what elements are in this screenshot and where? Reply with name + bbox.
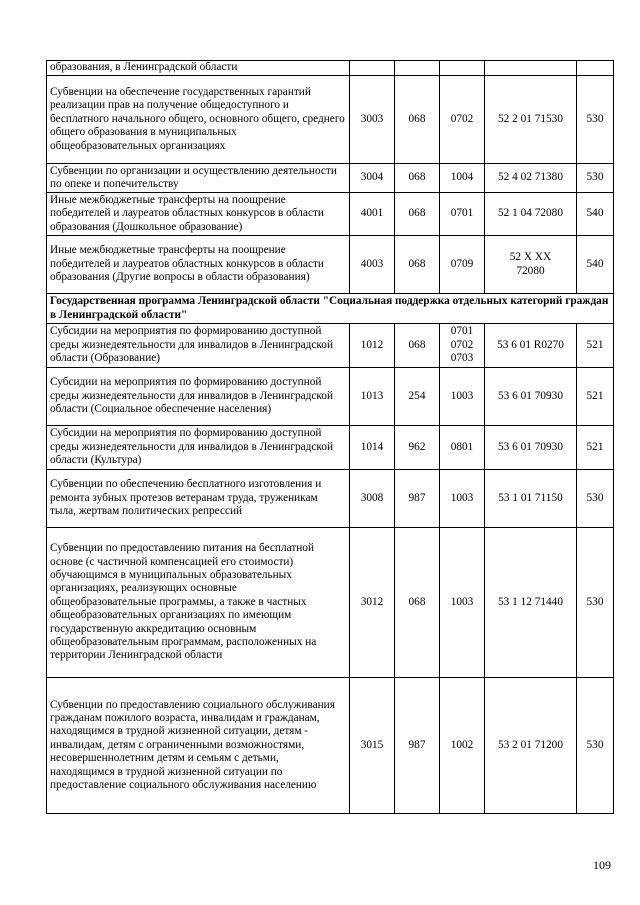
table-row xyxy=(47,678,614,814)
expense-type-cell: 540 xyxy=(577,193,614,236)
expense-type-cell: 530 xyxy=(577,528,614,678)
table-row xyxy=(47,470,614,528)
table-row xyxy=(47,426,614,470)
table-row xyxy=(47,193,614,236)
code-cell: 4003 xyxy=(350,236,395,294)
section-code-cell: 0701 0702 0703 xyxy=(440,324,485,368)
row-description: Субвенции на обеспечение государственных гарантий реализации прав на получение общедоступного и бесплатного начального общего, основного общего, среднего общего образования в муниципальных общеобразовательных организациях xyxy=(47,76,350,164)
table-row xyxy=(47,61,614,76)
section-code-cell: 0701 xyxy=(440,193,485,236)
expense-type-cell: 530 xyxy=(577,76,614,164)
row-description: Субсидии на мероприятия по формированию доступной среды жизнедеятельности для инвалидов в Ленинградской области (Культура) xyxy=(47,426,350,470)
ministry-code-cell xyxy=(395,61,440,76)
code-cell: 3012 xyxy=(350,528,395,678)
target-article-cell: 53 6 01 70930 xyxy=(485,426,577,470)
ministry-code-cell: 962 xyxy=(395,426,440,470)
section-code-cell xyxy=(440,61,485,76)
ministry-code-cell: 987 xyxy=(395,678,440,814)
ministry-code-cell: 068 xyxy=(395,528,440,678)
code-cell: 3008 xyxy=(350,470,395,528)
target-article-cell: 53 1 12 71440 xyxy=(485,528,577,678)
row-description: образования, в Ленинградской области xyxy=(47,61,350,76)
section-header-row xyxy=(47,294,614,324)
expense-type-cell: 521 xyxy=(577,324,614,368)
row-description: Субсидии на мероприятия по формированию доступной среды жизнедеятельности для инвалидов в Ленинградской области (Образование) xyxy=(47,324,350,368)
target-article-cell: 53 6 01 70930 xyxy=(485,368,577,426)
expense-type-cell: 521 xyxy=(577,426,614,470)
table-row xyxy=(47,236,614,294)
section-code-cell: 1003 xyxy=(440,368,485,426)
section-code-cell: 1003 xyxy=(440,528,485,678)
row-description: Иные межбюджетные трансферты на поощрение победителей и лауреатов областных конкурсов в области образования (Другие вопросы в области образования) xyxy=(47,236,350,294)
row-description: Субвенции по предоставлению питания на бесплатной основе (с частичной компенсацией его стоимости) обучающимся в муниципальных образовательных организациях, реализующих основные общеобразовательные программы, а также в частных общеобразовательных организациях по имеющим государственную аккредитацию основным общеобразовательным программам, расположенных на территории Ленинградской области xyxy=(47,528,350,678)
target-article-cell xyxy=(485,61,577,76)
section-code-cell: 1003 xyxy=(440,470,485,528)
program-title: Государственная программа Ленинградской области "Социальная поддержка отдельных категорий граждан в Ленинградской области" xyxy=(47,294,614,324)
ministry-code-cell: 068 xyxy=(395,76,440,164)
expense-type-cell xyxy=(577,61,614,76)
section-code-cell: 0709 xyxy=(440,236,485,294)
row-description: Субвенции по предоставлению социального обслуживания гражданам пожилого возраста, инвалидам и гражданам, находящимся в трудной жизненной ситуации, детям - инвалидам, детям с ограниченными возможностями, несовершеннолетним детям и семьям с детьми, находящимся в трудной жизненной ситуации по предоставление социального обслуживания населению xyxy=(47,678,350,814)
ministry-code-cell: 987 xyxy=(395,470,440,528)
table-row xyxy=(47,324,614,368)
expense-type-cell: 530 xyxy=(577,678,614,814)
target-article-cell: 52 Х ХХ 72080 xyxy=(485,236,577,294)
section-code-cell: 1004 xyxy=(440,164,485,193)
code-cell: 1014 xyxy=(350,426,395,470)
ministry-code-cell: 068 xyxy=(395,164,440,193)
row-description: Субвенции по организации и осуществлению деятельности по опеке и попечительству xyxy=(47,164,350,193)
target-article-cell: 52 1 04 72080 xyxy=(485,193,577,236)
code-cell xyxy=(350,61,395,76)
code-cell: 3003 xyxy=(350,76,395,164)
target-article-cell: 53 1 01 71150 xyxy=(485,470,577,528)
code-cell: 1013 xyxy=(350,368,395,426)
row-description: Субвенции по обеспечению бесплатного изготовления и ремонта зубных протезов ветеранам труда, труженикам тыла, жертвам политических репрессий xyxy=(47,470,350,528)
table-row xyxy=(47,528,614,678)
page-number: 109 xyxy=(593,858,611,872)
code-cell: 3004 xyxy=(350,164,395,193)
expense-type-cell: 530 xyxy=(577,164,614,193)
target-article-cell: 53 2 01 71200 xyxy=(485,678,577,814)
section-code-cell: 0801 xyxy=(440,426,485,470)
row-description: Иные межбюджетные трансферты на поощрение победителей и лауреатов областных конкурсов в области образования (Дошкольное образование) xyxy=(47,193,350,236)
ministry-code-cell: 068 xyxy=(395,236,440,294)
ministry-code-cell: 068 xyxy=(395,324,440,368)
expense-type-cell: 540 xyxy=(577,236,614,294)
code-cell: 1012 xyxy=(350,324,395,368)
expense-type-cell: 530 xyxy=(577,470,614,528)
target-article-cell: 53 6 01 R0270 xyxy=(485,324,577,368)
target-article-cell: 52 2 01 71530 xyxy=(485,76,577,164)
section-code-cell: 1002 xyxy=(440,678,485,814)
code-cell: 3015 xyxy=(350,678,395,814)
ministry-code-cell: 068 xyxy=(395,193,440,236)
target-article-cell: 52 4 02 71380 xyxy=(485,164,577,193)
budget-table xyxy=(46,60,614,814)
table-row xyxy=(47,368,614,426)
code-cell: 4001 xyxy=(350,193,395,236)
table-row xyxy=(47,164,614,193)
table-row xyxy=(47,76,614,164)
ministry-code-cell: 254 xyxy=(395,368,440,426)
section-code-cell: 0702 xyxy=(440,76,485,164)
expense-type-cell: 521 xyxy=(577,368,614,426)
row-description: Субсидии на мероприятия по формированию доступной среды жизнедеятельности для инвалидов в Ленинградской области (Социальное обеспечение населения) xyxy=(47,368,350,426)
